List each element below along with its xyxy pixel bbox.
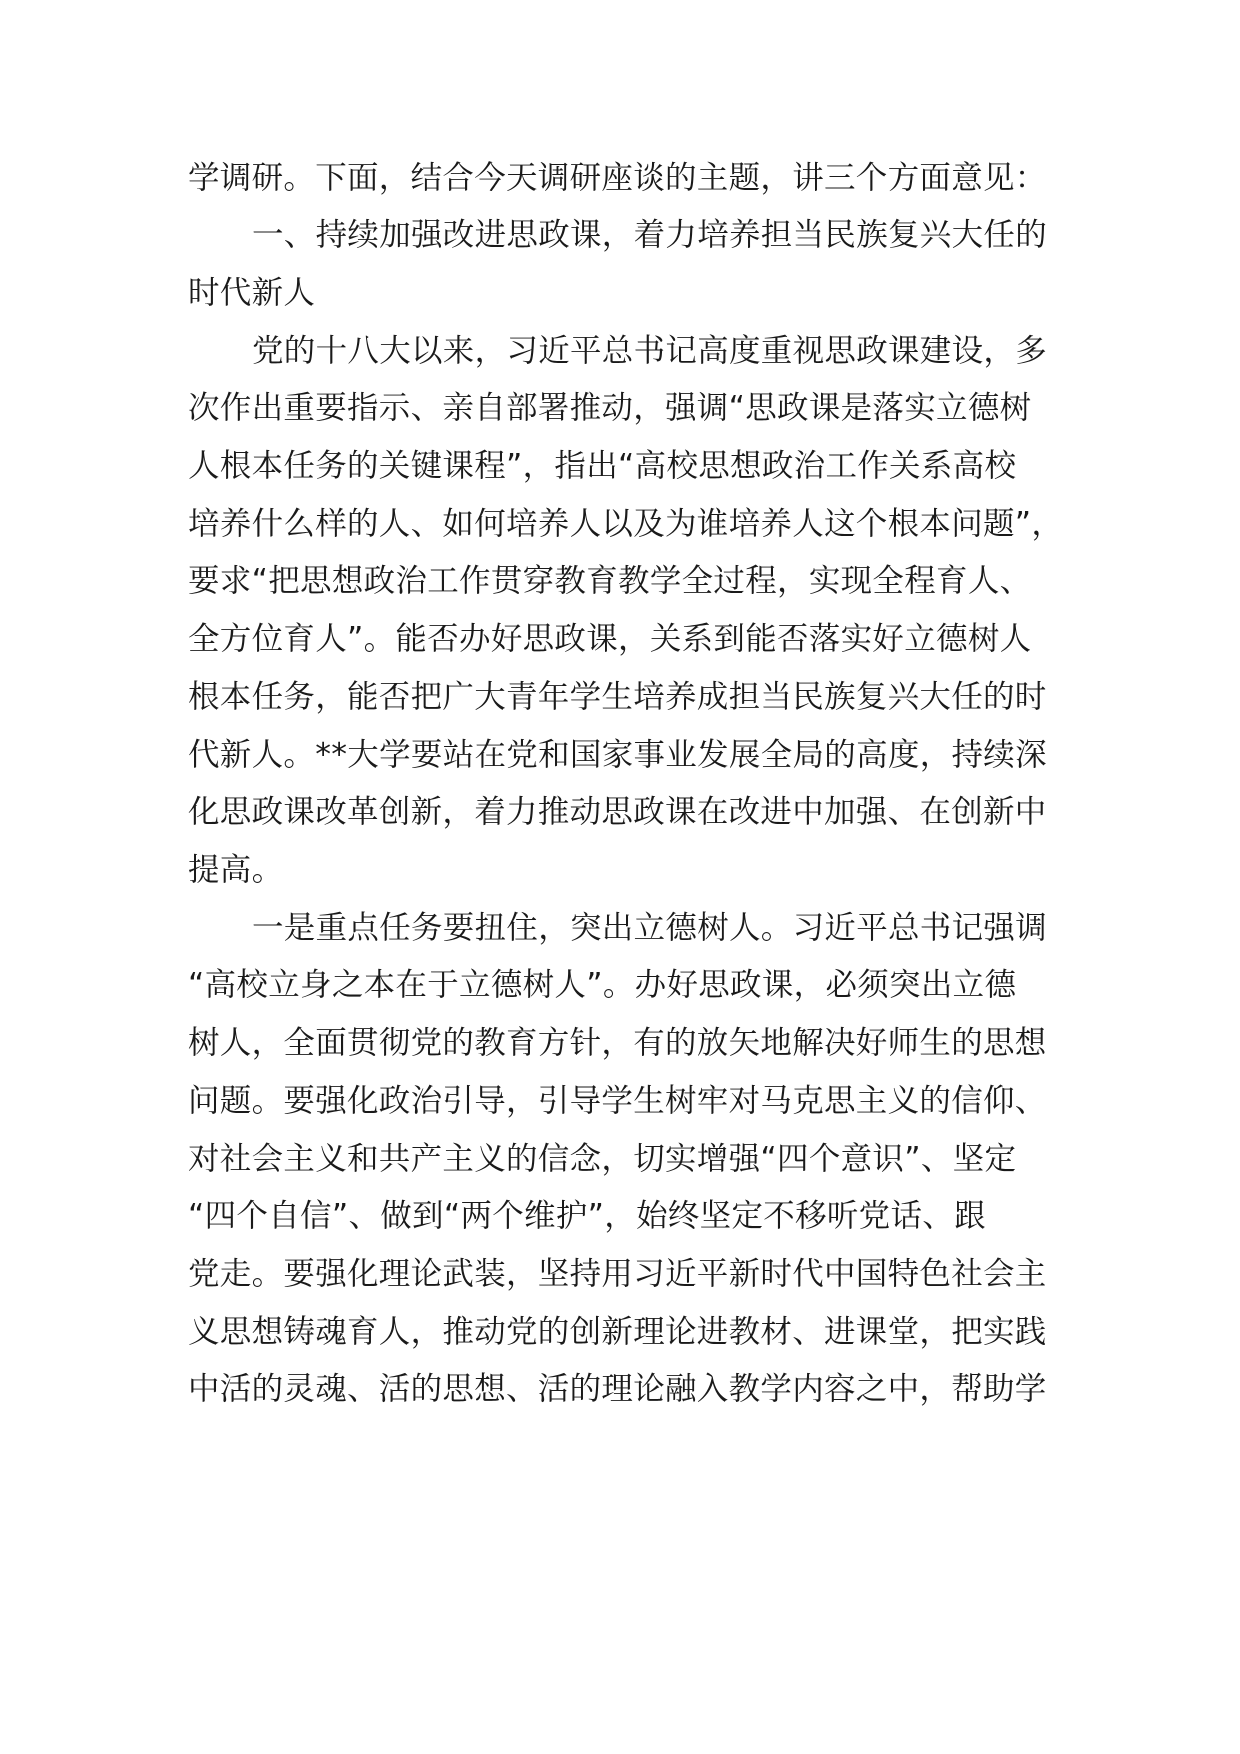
paragraph-2-line-5: 对社会主义和共产主义的信念，切实增强“四个意识”、坚定	[188, 1141, 1017, 1177]
paragraph-1-line-4: 培养什么样的人、如何培养人以及为谁培养人这个根本问题”，	[188, 506, 1064, 542]
paragraph-1-line-7: 根本任务，能否把广大青年学生培养成担当民族复兴大任的时	[188, 679, 1047, 715]
paragraph-2-line-3: 树人，全面贯彻党的教育方针，有的放矢地解决好师生的思想	[188, 1025, 1047, 1061]
paragraph-1-line-3: 人根本任务的关键课程”，指出“高校思想政治工作关系高校	[188, 448, 1017, 484]
paragraph-1-line-2: 次作出重要指示、亲自部署推动，强调“思政课是落实立德树	[188, 390, 1032, 426]
paragraph-2-line-8: 义思想铸魂育人，推动党的创新理论进教材、进课堂，把实践	[188, 1314, 1047, 1350]
section-heading-line-1: 一、持续加强改进思政课，着力培养担当民族复兴大任的	[252, 217, 1048, 253]
paragraph-2-line-1: 一是重点任务要扭住，突出立德树人。习近平总书记强调	[252, 910, 1048, 946]
paragraph-1-line-6: 全方位育人”。能否办好思政课，关系到能否落实好立德树人	[188, 621, 1032, 657]
section-heading-line-2: 时代新人	[188, 275, 316, 311]
paragraph-2-line-9: 中活的灵魂、活的思想、活的理论融入教学内容之中，帮助学	[188, 1371, 1047, 1407]
paragraph-1-line-8: 代新人。**大学要站在党和国家事业发展全局的高度，持续深	[188, 737, 1047, 773]
paragraph-2-line-7: 党走。要强化理论武装，坚持用习近平新时代中国特色社会主	[188, 1256, 1047, 1292]
paragraph-1-line-1: 党的十八大以来，习近平总书记高度重视思政课建设，多	[252, 333, 1048, 369]
paragraph-1-line-5: 要求“把思想政治工作贯穿教育教学全过程，实现全程育人、	[188, 563, 1032, 599]
paragraph-2-line-2: “高校立身之本在于立德树人”。办好思政课，必须突出立德	[188, 967, 1017, 1003]
paragraph-1-line-10: 提高。	[188, 852, 284, 888]
paragraph-2-line-6: “四个自信”、做到“两个维护”，始终坚定不移听党话、跟	[188, 1198, 986, 1234]
paragraph-1-line-9: 化思政课改革创新，着力推动思政课在改进中加强、在创新中	[188, 794, 1047, 830]
paragraph-2-line-4: 问题。要强化政治引导，引导学生树牢对马克思主义的信仰、	[188, 1083, 1047, 1119]
text-line-1: 学调研。下面，结合今天调研座谈的主题，讲三个方面意见：	[188, 160, 1047, 196]
